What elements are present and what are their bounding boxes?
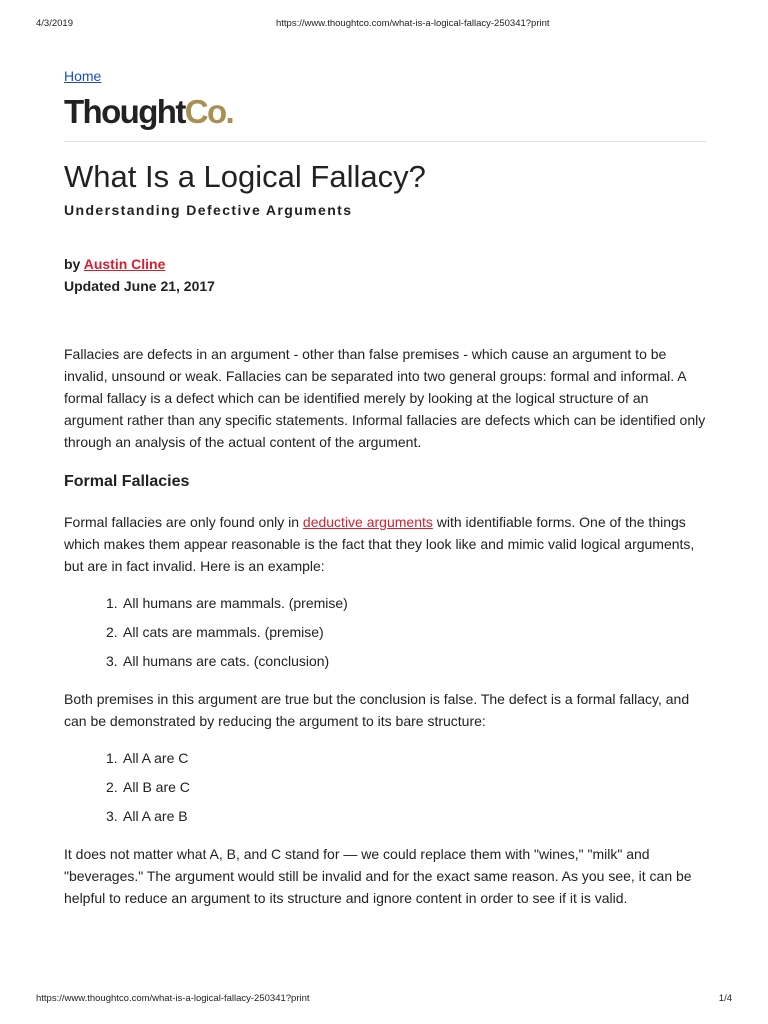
list-item (106, 805, 706, 834)
print-url: https://www.thoughtco.com/what-is-a-logical-fallacy-250341?print (276, 18, 550, 29)
home-link[interactable]: Home (64, 68, 102, 84)
list-item-text: All B are C (123, 779, 190, 795)
list-item-text: All humans are cats. (conclusion) (123, 653, 330, 669)
page-number: 1/4 (718, 993, 732, 1004)
print-date: 4/3/2019 (36, 18, 73, 29)
logo-thought: Thought (64, 93, 185, 130)
article-subtitle: Understanding Defective Arguments (64, 202, 353, 218)
structure-list (64, 747, 706, 834)
list-item-number: 3. (106, 653, 118, 669)
list-item-text: All A are B (123, 808, 188, 824)
list-item-number: 3. (106, 808, 118, 824)
section-heading-formal-fallacies: Formal Fallacies (64, 473, 190, 490)
list-item-number: 1. (106, 595, 118, 611)
list-item-text: All A are C (123, 750, 189, 766)
list-item-text: All cats are mammals. (premise) (123, 624, 324, 640)
example-argument-list (64, 592, 706, 679)
list-item-number: 1. (106, 750, 118, 766)
deductive-arguments-link[interactable]: deductive arguments (302, 514, 433, 530)
author-link[interactable]: Austin Cline (83, 256, 166, 272)
header-divider (64, 141, 706, 142)
list-item (106, 592, 706, 621)
formal-text-before: Formal fallacies are only found only in (64, 514, 303, 530)
formal-fallacies-paragraph (64, 511, 706, 577)
list-item (106, 776, 706, 805)
list-item (106, 747, 706, 776)
list-item-text: All humans are mammals. (premise) (123, 595, 348, 611)
formal-text-after: with identifiable forms. One of the things which makes them appear reasonable is the fact that they look like and mimic valid logical arguments, but are in fact invalid. Here is an example: (64, 514, 695, 574)
closing-paragraph: It does not matter what A, B, and C stand for — we could replace them with "wines," "milk" and "beverages." The argument would still be invalid and for the exact same reason. As you see, it can be helpful to reduce an argument to its structure and ignore content in order to see if it is valid. (64, 846, 692, 906)
premises-paragraph: Both premises in this argument are true but the conclusion is false. The defect is a formal fallacy, and can be demonstrated by reducing the argument to its bare structure: (64, 691, 690, 729)
list-item-number: 2. (106, 624, 118, 640)
updated-date: Updated June 21, 2017 (64, 278, 215, 294)
byline (64, 253, 706, 275)
byline-prefix: by (64, 256, 84, 272)
list-item (106, 650, 706, 679)
article-content (64, 66, 706, 909)
article-title: What Is a Logical Fallacy? (64, 159, 426, 194)
thoughtco-logo[interactable] (64, 92, 706, 132)
footer-url: https://www.thoughtco.com/what-is-a-logical-fallacy-250341?print (36, 993, 310, 1004)
logo-co: Co. (184, 93, 234, 130)
list-item-number: 2. (106, 779, 118, 795)
list-item (106, 621, 706, 650)
intro-paragraph: Fallacies are defects in an argument - other than false premises - which cause an argument to be invalid, unsound or weak. Fallacies can be separated into two general groups: formal and informal. A formal fallacy is a defect which can be identified merely by looking at the logical structure of an argument rather than any specific statements. Informal fallacies are defects which can be identified only through an analysis of the actual content of the argument. (64, 346, 706, 450)
